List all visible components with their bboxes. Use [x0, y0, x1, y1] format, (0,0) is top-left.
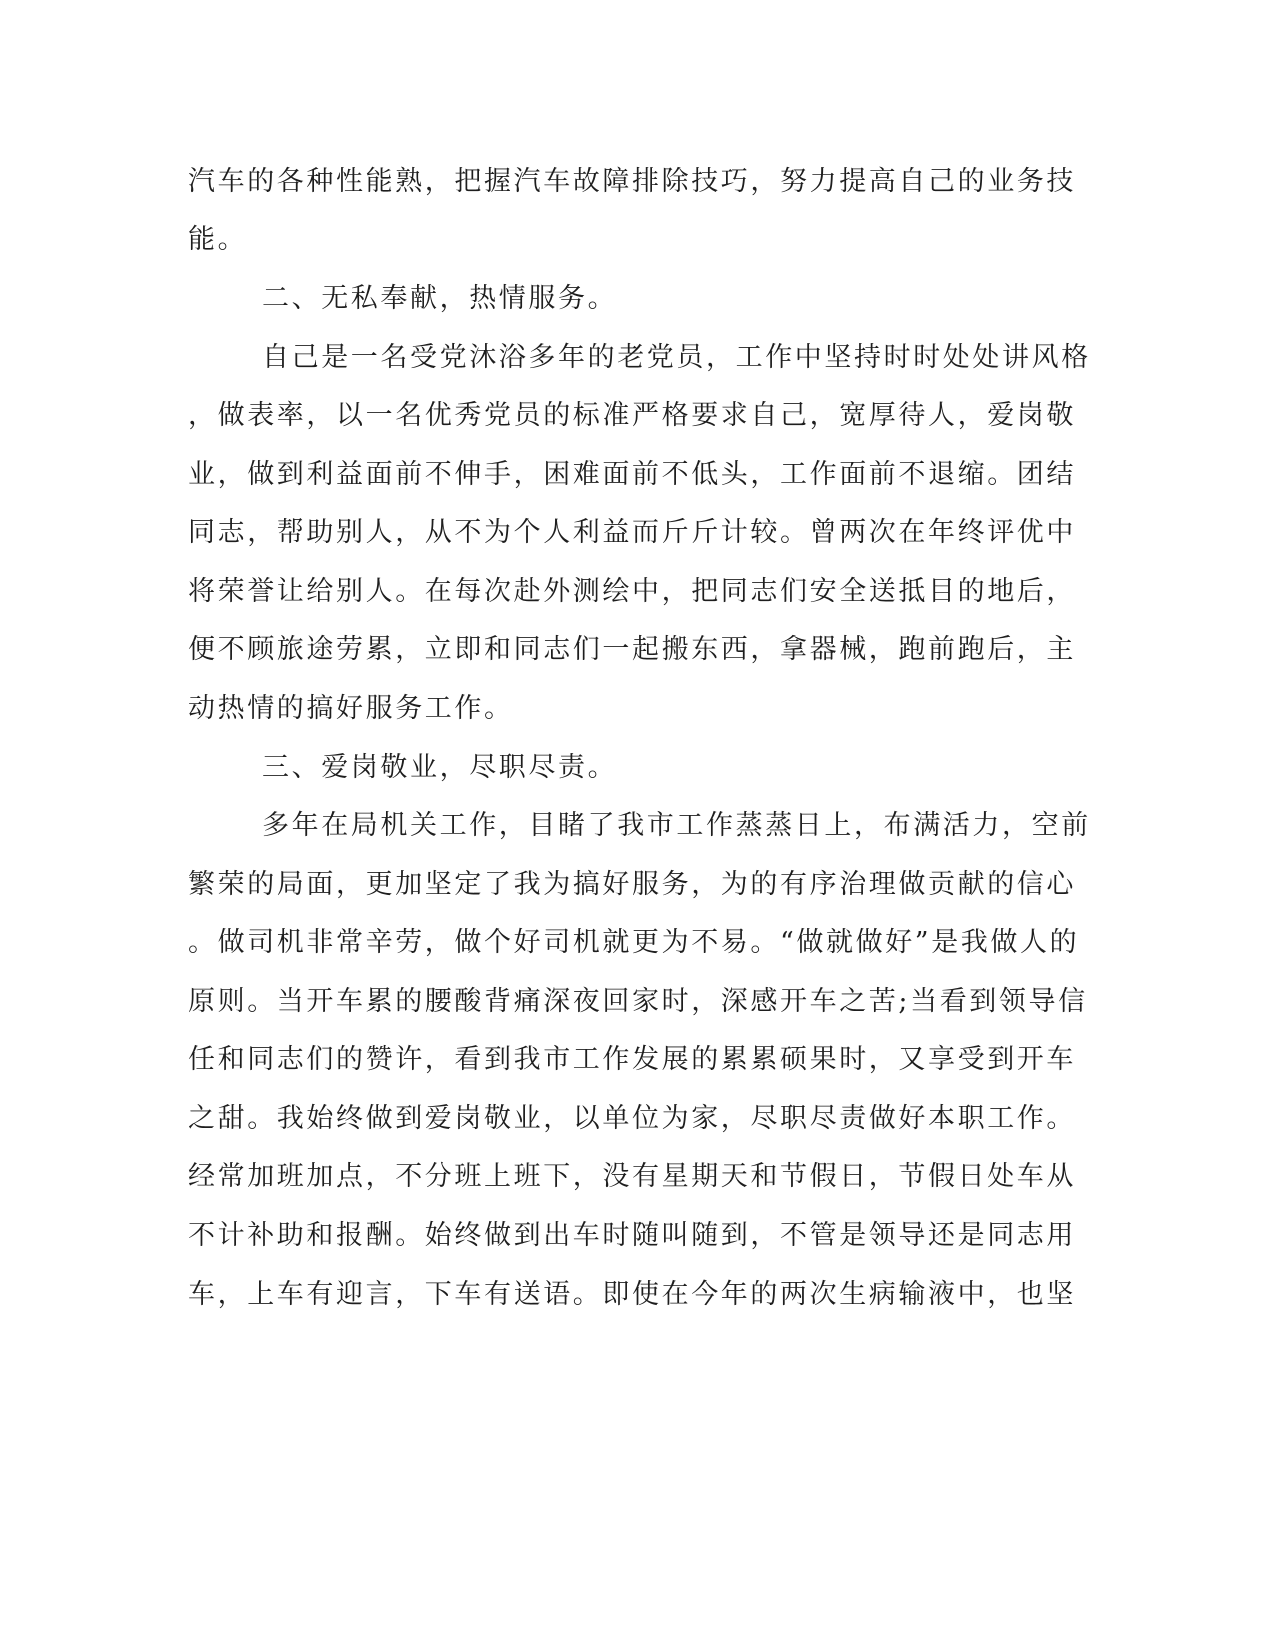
- section-heading-3: 三、爱岗敬业，尽职尽责。: [262, 752, 618, 783]
- paragraph-line: 业，做到利益面前不伸手，困难面前不低头，工作面前不退缩。团结: [188, 459, 1076, 490]
- paragraph-line: 自己是一名受党沐浴多年的老党员，工作中坚持时时处处讲风格: [262, 342, 1091, 373]
- paragraph-line: 繁荣的局面，更加坚定了我为搞好服务，为的有序治理做贡献的信心: [188, 869, 1076, 900]
- paragraph-line: 动热情的搞好服务工作。: [188, 693, 514, 724]
- paragraph-line: 之甜。我始终做到爱岗敬业，以单位为家，尽职尽责做好本职工作。: [188, 1103, 1076, 1134]
- paragraph-line: 经常加班加点，不分班上班下，没有星期天和节假日，节假日处车从: [188, 1161, 1076, 1192]
- paragraph-line: 任和同志们的赞许，看到我市工作发展的累累硕果时，又享受到开车: [188, 1044, 1076, 1075]
- paragraph-line: 车，上车有迎言，下车有送语。即使在今年的两次生病输液中，也坚: [188, 1279, 1076, 1310]
- paragraph-line: 原则。当开车累的腰酸背痛深夜回家时，深感开车之苦;当看到领导信: [188, 986, 1088, 1017]
- paragraph-line: 不计补助和报酬。始终做到出车时随叫随到，不管是领导还是同志用: [188, 1220, 1076, 1251]
- paragraph-line: 汽车的各种性能熟，把握汽车故障排除技巧，努力提高自己的业务技: [188, 166, 1076, 197]
- paragraph-line: 多年在局机关工作，目睹了我市工作蒸蒸日上，布满活力，空前: [262, 810, 1091, 841]
- paragraph-line: 将荣誉让给别人。在每次赴外测绘中，把同志们安全送抵目的地后，: [188, 576, 1076, 607]
- paragraph-line: 同志，帮助别人，从不为个人利益而斤斤计较。曾两次在年终评优中: [188, 517, 1076, 548]
- paragraph-line: 。做司机非常辛劳，做个好司机就更为不易。“做就做好”是我做人的: [188, 927, 1080, 958]
- paragraph-line: 便不顾旅途劳累，立即和同志们一起搬东西，拿器械，跑前跑后，主: [188, 634, 1076, 665]
- section-heading-2: 二、无私奉献，热情服务。: [262, 283, 618, 314]
- paragraph-line: ，做表率，以一名优秀党员的标准严格要求自己，宽厚待人，爱岗敬: [188, 400, 1076, 431]
- paragraph-line: 能。: [188, 224, 248, 255]
